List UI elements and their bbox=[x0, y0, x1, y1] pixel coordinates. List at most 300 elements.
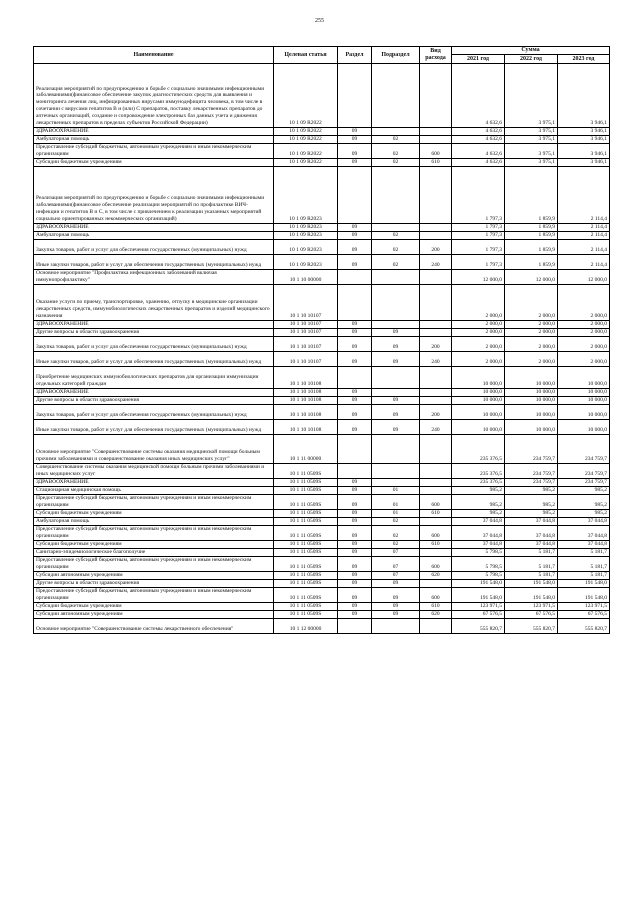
row-section: 09 bbox=[338, 224, 372, 232]
row-exp-type bbox=[420, 64, 452, 128]
table-row bbox=[34, 405, 610, 420]
row-sum-2021: 37 044,8 bbox=[452, 541, 505, 549]
row-sum-2022: 10 000,0 bbox=[505, 420, 558, 435]
row-sum-2023: 555 820,7 bbox=[558, 619, 610, 634]
row-sum-2021: 37 044,8 bbox=[452, 526, 505, 541]
table-row bbox=[34, 321, 610, 329]
row-target: 10 1 09 R2023 bbox=[274, 224, 338, 232]
row-sum-2023: 37 044,8 bbox=[558, 518, 610, 526]
row-sum-2021: 10 000,0 bbox=[452, 420, 505, 435]
row-name: Закупка товаров, работ и услуг для обеспечения государственных (муниципальных) нужд bbox=[34, 405, 274, 420]
row-section bbox=[338, 64, 372, 128]
row-sum-2022: 2 000,0 bbox=[505, 321, 558, 329]
row-target: 10 1 09 R2022 bbox=[274, 136, 338, 144]
row-name: ЗДРАВООХРАНЕНИЕ bbox=[34, 224, 274, 232]
row-sum-2021: 4 632,6 bbox=[452, 136, 505, 144]
row-sum-2022: 37 044,8 bbox=[505, 541, 558, 549]
row-subsection: 09 bbox=[372, 611, 420, 619]
row-section bbox=[338, 435, 372, 464]
row-name: ЗДРАВООХРАНЕНИЕ bbox=[34, 128, 274, 136]
table-row bbox=[34, 389, 610, 397]
row-section: 09 bbox=[338, 144, 372, 159]
row-section: 09 bbox=[338, 136, 372, 144]
row-subsection bbox=[372, 464, 420, 479]
table-row bbox=[34, 549, 610, 557]
row-sum-2022: 10 000,0 bbox=[505, 389, 558, 397]
row-section: 09 bbox=[338, 580, 372, 588]
row-subsection: 02 bbox=[372, 144, 420, 159]
row-name: Субсидии бюджетным учреждениям bbox=[34, 510, 274, 518]
row-section bbox=[338, 367, 372, 389]
row-sum-2021: 2 000,0 bbox=[452, 329, 505, 337]
row-sum-2021: 1 797,3 bbox=[452, 240, 505, 255]
table-row bbox=[34, 464, 610, 479]
row-sum-2021: 2 000,0 bbox=[452, 352, 505, 367]
row-name: Основное мероприятие "Профилактика инфекционных заболеваний включая иммунопрофилактику" bbox=[34, 270, 274, 285]
row-sum-2021: 1 797,3 bbox=[452, 224, 505, 232]
header-section: Раздел bbox=[338, 47, 372, 64]
row-sum-2023: 12 000,0 bbox=[558, 270, 610, 285]
row-sum-2022: 123 971,5 bbox=[505, 603, 558, 611]
row-sum-2023: 985,2 bbox=[558, 510, 610, 518]
row-exp-type bbox=[420, 397, 452, 405]
row-sum-2022: 12 000,0 bbox=[505, 270, 558, 285]
row-exp-type bbox=[420, 464, 452, 479]
row-subsection: 01 bbox=[372, 495, 420, 510]
row-subsection: 02 bbox=[372, 232, 420, 240]
row-section: 09 bbox=[338, 321, 372, 329]
row-subsection: 09 bbox=[372, 329, 420, 337]
table-row bbox=[34, 572, 610, 580]
row-exp-type bbox=[420, 435, 452, 464]
row-sum-2021: 4 632,6 bbox=[452, 159, 505, 167]
row-target: 10 1 10 00000 bbox=[274, 270, 338, 285]
row-sum-2023: 2 114,4 bbox=[558, 255, 610, 270]
header-name: Наименование bbox=[34, 47, 274, 64]
row-target: 10 1 09 R2023 bbox=[274, 167, 338, 224]
row-section: 09 bbox=[338, 397, 372, 405]
row-sum-2021: 67 576,5 bbox=[452, 611, 505, 619]
row-sum-2021: 4 632,6 bbox=[452, 64, 505, 128]
row-sum-2022: 3 975,1 bbox=[505, 136, 558, 144]
row-sum-2021: 191 548,0 bbox=[452, 580, 505, 588]
row-sum-2023: 234 759,7 bbox=[558, 435, 610, 464]
header-sum: Сумма bbox=[452, 47, 610, 55]
row-sum-2023: 2 114,4 bbox=[558, 232, 610, 240]
row-subsection bbox=[372, 321, 420, 329]
row-target: 10 1 10 10107 bbox=[274, 337, 338, 352]
row-name: Реализация мероприятий по предупреждению и борьбе с социально значимыми инфекционными заболеваниями(финансовое обеспечение реализации мероприятий по профилактике ВИЧ-инфекции и гепатитов В и С, в том числе с привлечением к реализации указанных мероприятий социально ориентированных некоммерческих организаций) bbox=[34, 167, 274, 224]
row-section: 09 bbox=[338, 495, 372, 510]
row-exp-type bbox=[420, 232, 452, 240]
table-row bbox=[34, 510, 610, 518]
row-sum-2023: 5 181,7 bbox=[558, 549, 610, 557]
row-subsection: 02 bbox=[372, 541, 420, 549]
row-name: Основное мероприятие "Совершенствование системы лекарственного обеспечения" bbox=[34, 619, 274, 634]
row-target: 10 1 11 0509S bbox=[274, 588, 338, 603]
row-sum-2023: 2 000,0 bbox=[558, 352, 610, 367]
table-row bbox=[34, 603, 610, 611]
row-name: Приобретение медицинских иммунобиологических препаратов для организации иммунизации отдельных категорий граждан bbox=[34, 367, 274, 389]
row-sum-2021: 985,2 bbox=[452, 487, 505, 495]
row-name: Другие вопросы в области здравоохранения bbox=[34, 397, 274, 405]
page-number: 255 bbox=[315, 18, 324, 24]
row-section: 09 bbox=[338, 557, 372, 572]
row-section: 09 bbox=[338, 232, 372, 240]
row-exp-type: 200 bbox=[420, 240, 452, 255]
row-name: Иные закупки товаров, работ и услуг для обеспечения государственных (муниципальных) нужд bbox=[34, 420, 274, 435]
row-sum-2022: 1 859,9 bbox=[505, 255, 558, 270]
header-exp-type: Вид расхода bbox=[420, 47, 452, 64]
row-sum-2023: 37 044,8 bbox=[558, 526, 610, 541]
row-sum-2023: 10 000,0 bbox=[558, 397, 610, 405]
row-sum-2021: 1 797,3 bbox=[452, 255, 505, 270]
row-exp-type bbox=[420, 321, 452, 329]
row-exp-type bbox=[420, 487, 452, 495]
table-row bbox=[34, 435, 610, 464]
row-section: 09 bbox=[338, 611, 372, 619]
row-target: 10 1 09 R2022 bbox=[274, 128, 338, 136]
row-exp-type: 200 bbox=[420, 405, 452, 420]
row-subsection bbox=[372, 285, 420, 321]
row-name: Амбулаторная помощь bbox=[34, 136, 274, 144]
row-sum-2023: 123 971,5 bbox=[558, 603, 610, 611]
row-sum-2021: 2 000,0 bbox=[452, 285, 505, 321]
row-sum-2023: 5 181,7 bbox=[558, 557, 610, 572]
row-sum-2022: 1 859,9 bbox=[505, 240, 558, 255]
row-name: Субсидии бюджетным учреждениям bbox=[34, 541, 274, 549]
row-sum-2023: 3 946,1 bbox=[558, 136, 610, 144]
row-target: 10 1 11 0509S bbox=[274, 541, 338, 549]
row-exp-type: 620 bbox=[420, 611, 452, 619]
row-exp-type: 240 bbox=[420, 420, 452, 435]
row-sum-2022: 234 759,7 bbox=[505, 435, 558, 464]
row-sum-2023: 2 000,0 bbox=[558, 285, 610, 321]
row-exp-type bbox=[420, 389, 452, 397]
row-sum-2022: 2 000,0 bbox=[505, 352, 558, 367]
row-sum-2022: 3 975,1 bbox=[505, 159, 558, 167]
row-exp-type bbox=[420, 479, 452, 487]
row-sum-2022: 3 975,1 bbox=[505, 64, 558, 128]
row-subsection: 07 bbox=[372, 572, 420, 580]
table-row bbox=[34, 495, 610, 510]
table-row bbox=[34, 580, 610, 588]
row-section: 09 bbox=[338, 526, 372, 541]
row-name: Основное мероприятие "Совершенствование системы оказания медицинской помощи больным прочими заболеваниями и совершенствование оказания иных медицинских услуг" bbox=[34, 435, 274, 464]
row-sum-2022: 191 548,0 bbox=[505, 588, 558, 603]
row-sum-2023: 234 759,7 bbox=[558, 479, 610, 487]
row-exp-type bbox=[420, 270, 452, 285]
row-exp-type bbox=[420, 518, 452, 526]
row-target: 10 1 10 10107 bbox=[274, 285, 338, 321]
row-sum-2021: 235 376,5 bbox=[452, 464, 505, 479]
row-section: 09 bbox=[338, 255, 372, 270]
row-sum-2022: 234 759,7 bbox=[505, 479, 558, 487]
table-row bbox=[34, 397, 610, 405]
row-target: 10 1 11 0509S bbox=[274, 479, 338, 487]
row-sum-2022: 234 759,7 bbox=[505, 464, 558, 479]
row-subsection: 01 bbox=[372, 487, 420, 495]
row-name: Предоставление субсидий бюджетным, автономным учреждениям и иным некоммерческим организациям bbox=[34, 526, 274, 541]
row-exp-type bbox=[420, 285, 452, 321]
row-subsection bbox=[372, 270, 420, 285]
row-target: 10 1 11 0509S bbox=[274, 526, 338, 541]
table-row bbox=[34, 588, 610, 603]
row-sum-2023: 67 576,5 bbox=[558, 611, 610, 619]
table-row bbox=[34, 167, 610, 224]
header-year-2023: 2023 год bbox=[558, 55, 610, 64]
header-subsection: Подраздел bbox=[372, 47, 420, 64]
row-exp-type: 620 bbox=[420, 572, 452, 580]
row-sum-2021: 985,2 bbox=[452, 510, 505, 518]
row-target: 10 1 11 0509S bbox=[274, 603, 338, 611]
row-sum-2023: 10 000,0 bbox=[558, 367, 610, 389]
row-target: 10 1 11 00000 bbox=[274, 435, 338, 464]
row-sum-2022: 1 859,9 bbox=[505, 167, 558, 224]
row-target: 10 1 11 0509S bbox=[274, 464, 338, 479]
row-subsection: 07 bbox=[372, 549, 420, 557]
row-target: 10 1 11 0509S bbox=[274, 611, 338, 619]
row-sum-2021: 12 000,0 bbox=[452, 270, 505, 285]
row-sum-2021: 37 044,8 bbox=[452, 518, 505, 526]
row-target: 10 1 10 10108 bbox=[274, 405, 338, 420]
row-sum-2022: 985,2 bbox=[505, 487, 558, 495]
row-section: 09 bbox=[338, 405, 372, 420]
row-sum-2021: 555 820,7 bbox=[452, 619, 505, 634]
row-section: 09 bbox=[338, 420, 372, 435]
table-row bbox=[34, 285, 610, 321]
row-name: Амбулаторная помощь bbox=[34, 232, 274, 240]
row-target: 10 1 09 R2022 bbox=[274, 64, 338, 128]
row-section bbox=[338, 619, 372, 634]
row-name: Оказание услуги по приему, транспортировке, хранению, отпуску в медицинские организации лекарственных средств, иммунобиологических лекарственных препаратов и изделий медицинского назначения bbox=[34, 285, 274, 321]
row-sum-2023: 10 000,0 bbox=[558, 420, 610, 435]
table-row bbox=[34, 240, 610, 255]
row-sum-2023: 234 759,7 bbox=[558, 464, 610, 479]
row-sum-2023: 985,2 bbox=[558, 495, 610, 510]
row-target: 10 1 10 10108 bbox=[274, 397, 338, 405]
table-row bbox=[34, 144, 610, 159]
row-section: 09 bbox=[338, 389, 372, 397]
row-sum-2022: 3 975,1 bbox=[505, 144, 558, 159]
row-sum-2022: 10 000,0 bbox=[505, 405, 558, 420]
table-header bbox=[34, 47, 610, 64]
table-row bbox=[34, 557, 610, 572]
row-section: 09 bbox=[338, 240, 372, 255]
row-exp-type bbox=[420, 329, 452, 337]
row-sum-2022: 3 975,1 bbox=[505, 128, 558, 136]
row-subsection bbox=[372, 389, 420, 397]
row-sum-2022: 37 044,8 bbox=[505, 526, 558, 541]
row-exp-type: 200 bbox=[420, 337, 452, 352]
row-sum-2023: 2 000,0 bbox=[558, 329, 610, 337]
row-exp-type: 240 bbox=[420, 352, 452, 367]
table-row bbox=[34, 224, 610, 232]
row-exp-type: 240 bbox=[420, 255, 452, 270]
row-target: 10 1 11 0509S bbox=[274, 549, 338, 557]
row-sum-2021: 10 000,0 bbox=[452, 405, 505, 420]
row-sum-2021: 10 000,0 bbox=[452, 389, 505, 397]
row-sum-2021: 10 000,0 bbox=[452, 397, 505, 405]
row-section: 09 bbox=[338, 159, 372, 167]
row-sum-2023: 37 044,8 bbox=[558, 541, 610, 549]
row-exp-type bbox=[420, 224, 452, 232]
row-name: Стационарная медицинская помощь bbox=[34, 487, 274, 495]
row-exp-type: 610 bbox=[420, 541, 452, 549]
row-sum-2023: 3 946,1 bbox=[558, 128, 610, 136]
row-subsection: 01 bbox=[372, 510, 420, 518]
row-sum-2021: 985,2 bbox=[452, 495, 505, 510]
row-exp-type bbox=[420, 167, 452, 224]
row-sum-2021: 10 000,0 bbox=[452, 367, 505, 389]
row-name: ЗДРАВООХРАНЕНИЕ bbox=[34, 321, 274, 329]
table-row bbox=[34, 367, 610, 389]
row-section: 09 bbox=[338, 479, 372, 487]
row-sum-2022: 985,2 bbox=[505, 495, 558, 510]
header-year-2021: 2021 год bbox=[452, 55, 505, 64]
row-exp-type bbox=[420, 619, 452, 634]
row-section: 09 bbox=[338, 337, 372, 352]
header-year-2022: 2022 год bbox=[505, 55, 558, 64]
budget-table bbox=[33, 46, 610, 634]
row-section bbox=[338, 167, 372, 224]
row-sum-2023: 3 946,1 bbox=[558, 64, 610, 128]
row-section: 09 bbox=[338, 572, 372, 580]
row-target: 10 1 11 0509S bbox=[274, 510, 338, 518]
row-section bbox=[338, 464, 372, 479]
row-target: 10 1 09 R2022 bbox=[274, 144, 338, 159]
row-target: 10 1 11 0509S bbox=[274, 487, 338, 495]
row-subsection: 02 bbox=[372, 518, 420, 526]
row-subsection bbox=[372, 367, 420, 389]
table-row bbox=[34, 518, 610, 526]
row-name: ЗДРАВООХРАНЕНИЕ bbox=[34, 389, 274, 397]
row-sum-2021: 2 000,0 bbox=[452, 337, 505, 352]
row-target: 10 1 10 10107 bbox=[274, 352, 338, 367]
row-name: Закупка товаров, работ и услуг для обеспечения государственных (муниципальных) нужд bbox=[34, 337, 274, 352]
row-exp-type bbox=[420, 128, 452, 136]
row-name: ЗДРАВООХРАНЕНИЕ bbox=[34, 479, 274, 487]
row-sum-2021: 191 548,0 bbox=[452, 588, 505, 603]
row-sum-2022: 67 576,5 bbox=[505, 611, 558, 619]
row-section bbox=[338, 270, 372, 285]
row-section: 09 bbox=[338, 128, 372, 136]
row-subsection bbox=[372, 435, 420, 464]
row-target: 10 1 09 R2023 bbox=[274, 232, 338, 240]
row-sum-2023: 985,2 bbox=[558, 487, 610, 495]
row-target: 10 1 10 10107 bbox=[274, 321, 338, 329]
row-sum-2022: 191 548,0 bbox=[505, 580, 558, 588]
table-row bbox=[34, 479, 610, 487]
row-subsection: 02 bbox=[372, 159, 420, 167]
row-sum-2022: 985,2 bbox=[505, 510, 558, 518]
row-sum-2023: 5 181,7 bbox=[558, 572, 610, 580]
table-row bbox=[34, 64, 610, 128]
table-row bbox=[34, 136, 610, 144]
row-sum-2022: 5 181,7 bbox=[505, 557, 558, 572]
row-target: 10 1 10 10107 bbox=[274, 329, 338, 337]
row-name: Иные закупки товаров, работ и услуг для обеспечения государственных (муниципальных) нужд bbox=[34, 255, 274, 270]
row-target: 10 1 09 R2023 bbox=[274, 240, 338, 255]
row-sum-2022: 10 000,0 bbox=[505, 367, 558, 389]
row-name: Закупка товаров, работ и услуг для обеспечения государственных (муниципальных) нужд bbox=[34, 240, 274, 255]
row-name: Предоставление субсидий бюджетным, автономным учреждениям и иным некоммерческим организациям bbox=[34, 495, 274, 510]
row-name: Предоставление субсидий бюджетным, автономным учреждениям и иным некоммерческим организациям bbox=[34, 144, 274, 159]
row-sum-2023: 191 548,0 bbox=[558, 580, 610, 588]
table-row bbox=[34, 526, 610, 541]
row-name: Предоставление субсидий бюджетным, автономным учреждениям и иным некоммерческим организациям bbox=[34, 557, 274, 572]
row-sum-2023: 3 946,1 bbox=[558, 144, 610, 159]
row-subsection: 09 bbox=[372, 420, 420, 435]
row-name: Санитарно-эпидемиологическое благополучие bbox=[34, 549, 274, 557]
row-subsection: 07 bbox=[372, 557, 420, 572]
row-subsection bbox=[372, 224, 420, 232]
row-name: Иные закупки товаров, работ и услуг для обеспечения государственных (муниципальных) нужд bbox=[34, 352, 274, 367]
row-target: 10 1 09 R2022 bbox=[274, 159, 338, 167]
row-sum-2022: 10 000,0 bbox=[505, 397, 558, 405]
row-name: Совершенствование системы оказания медицинской помощи больным прочими заболеваниями и иных медицинских услуг bbox=[34, 464, 274, 479]
row-sum-2023: 2 114,4 bbox=[558, 167, 610, 224]
table-row bbox=[34, 128, 610, 136]
row-section: 09 bbox=[338, 603, 372, 611]
row-section: 09 bbox=[338, 510, 372, 518]
row-name: Другие вопросы в области здравоохранения bbox=[34, 329, 274, 337]
row-sum-2023: 10 000,0 bbox=[558, 389, 610, 397]
table-row bbox=[34, 337, 610, 352]
row-section: 09 bbox=[338, 541, 372, 549]
row-sum-2021: 5 798,5 bbox=[452, 572, 505, 580]
row-sum-2021: 235 376,5 bbox=[452, 479, 505, 487]
row-subsection: 09 bbox=[372, 580, 420, 588]
row-subsection: 09 bbox=[372, 405, 420, 420]
table-row bbox=[34, 329, 610, 337]
row-sum-2023: 3 946,1 bbox=[558, 159, 610, 167]
row-subsection: 02 bbox=[372, 255, 420, 270]
row-exp-type bbox=[420, 580, 452, 588]
row-sum-2023: 10 000,0 bbox=[558, 405, 610, 420]
row-exp-type: 600 bbox=[420, 557, 452, 572]
row-sum-2023: 2 000,0 bbox=[558, 337, 610, 352]
row-sum-2023: 2 114,4 bbox=[558, 224, 610, 232]
row-subsection: 09 bbox=[372, 337, 420, 352]
row-subsection: 09 bbox=[372, 603, 420, 611]
row-exp-type bbox=[420, 367, 452, 389]
row-subsection: 09 bbox=[372, 588, 420, 603]
table-row bbox=[34, 352, 610, 367]
row-sum-2022: 2 000,0 bbox=[505, 337, 558, 352]
row-name: Субсидии автономным учреждениям bbox=[34, 611, 274, 619]
row-subsection: 02 bbox=[372, 526, 420, 541]
row-sum-2021: 5 798,5 bbox=[452, 557, 505, 572]
table-row bbox=[34, 420, 610, 435]
row-name: Субсидии автономным учреждениям bbox=[34, 572, 274, 580]
row-sum-2022: 2 000,0 bbox=[505, 329, 558, 337]
row-exp-type: 600 bbox=[420, 526, 452, 541]
row-sum-2021: 4 632,6 bbox=[452, 144, 505, 159]
row-subsection: 09 bbox=[372, 397, 420, 405]
row-target: 10 1 11 0509S bbox=[274, 580, 338, 588]
row-exp-type: 600 bbox=[420, 495, 452, 510]
header-target: Целевая статья bbox=[274, 47, 338, 64]
row-sum-2023: 2 114,4 bbox=[558, 240, 610, 255]
row-exp-type bbox=[420, 136, 452, 144]
row-exp-type bbox=[420, 549, 452, 557]
row-name: Субсидии бюджетным учреждениям bbox=[34, 159, 274, 167]
table-row bbox=[34, 619, 610, 634]
row-sum-2022: 2 000,0 bbox=[505, 285, 558, 321]
row-name: Предоставление субсидий бюджетным, автономным учреждениям и иным некоммерческим организациям bbox=[34, 588, 274, 603]
row-name: Реализация мероприятий по предупреждению и борьбе с социально значимыми инфекционными заболеваниями(финансовое обеспечение закупок диагностических средств для выявления и мониторинга лечения лиц, инфицированных вирусами иммунодефицита человека, в том числе в сочетании с вирусами гепатитов В и (или) С препаратов, поставку лекарственных препаратов до аптечных организаций, создание и сопровождение электронных баз данных учета и движения лекарственных препаратов в пределах субъектов Российской Федерации) bbox=[34, 64, 274, 128]
